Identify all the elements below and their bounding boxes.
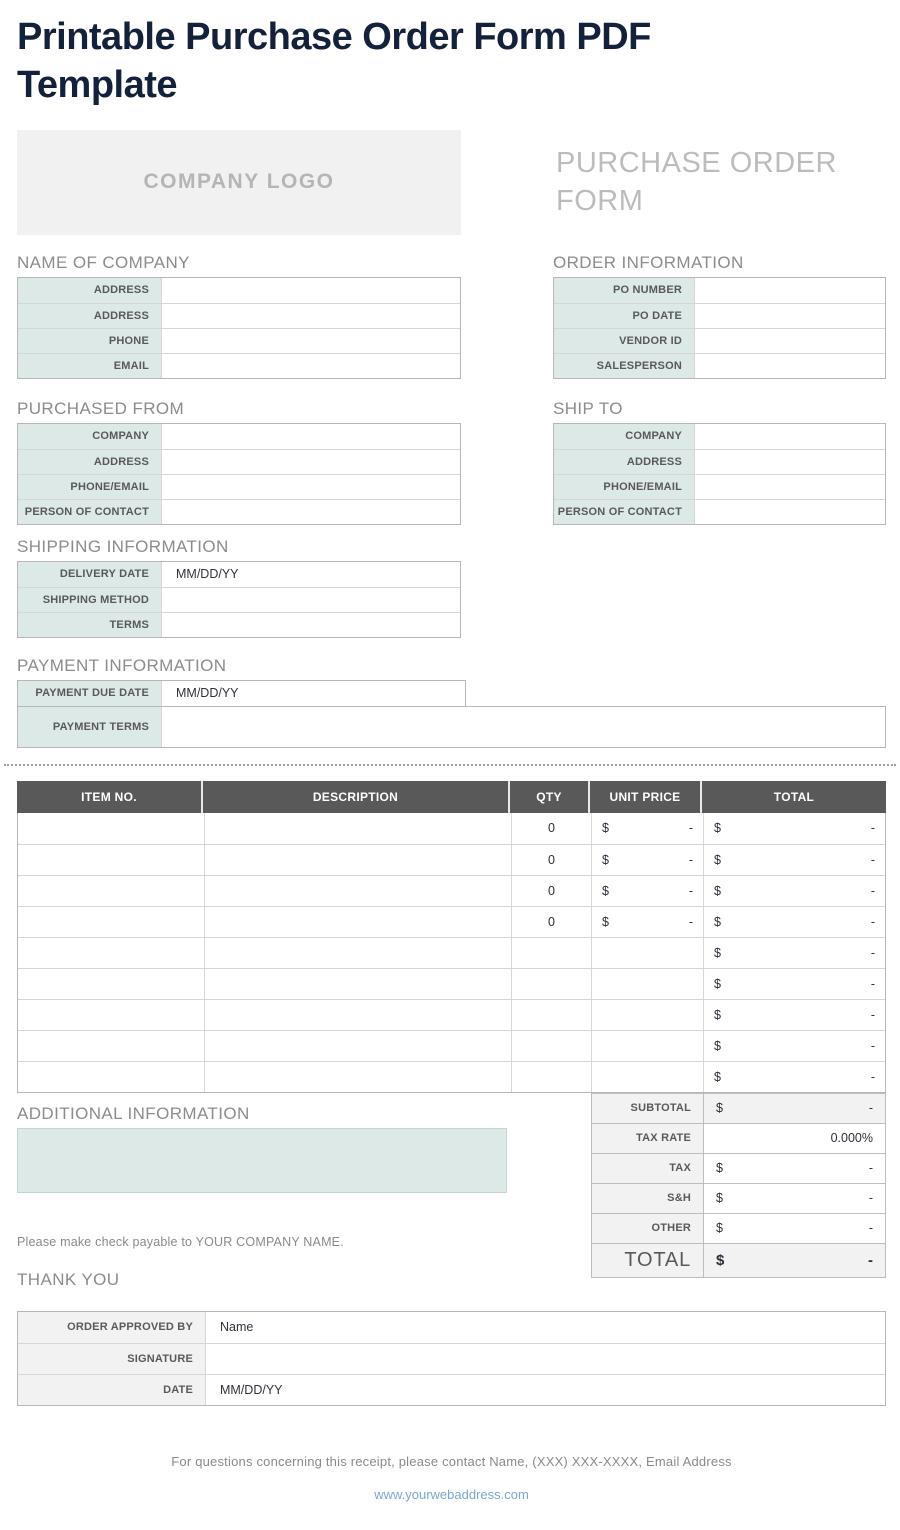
company-table xyxy=(17,277,461,379)
currency-symbol: $ xyxy=(714,1007,721,1022)
field-value-cell[interactable] xyxy=(694,329,885,353)
item-no-cell[interactable] xyxy=(18,1031,204,1061)
field-row xyxy=(18,499,460,524)
field-label: PHONE xyxy=(18,329,161,353)
item-row xyxy=(18,968,885,999)
grand-total-label: TOTAL xyxy=(592,1244,704,1277)
section-heading: ORDER INFORMATION xyxy=(553,252,744,272)
totals-label: TAX xyxy=(592,1154,704,1183)
qty-cell[interactable]: 0 xyxy=(511,813,591,844)
currency-symbol: $ xyxy=(714,852,721,867)
field-row xyxy=(554,474,885,499)
currency-symbol: $ xyxy=(716,1221,723,1236)
total-value: - xyxy=(870,883,875,898)
field-value-cell[interactable] xyxy=(161,588,460,612)
description-cell[interactable] xyxy=(204,969,511,999)
field-value-cell[interactable]: MM/DD/YY xyxy=(161,681,465,706)
unit-price-cell[interactable] xyxy=(591,813,703,844)
item-no-cell[interactable] xyxy=(18,876,204,906)
payment-due-date-row xyxy=(17,680,466,707)
column-header-unit-price: UNIT PRICE xyxy=(590,781,702,813)
currency-symbol: $ xyxy=(602,852,609,867)
currency-symbol: $ xyxy=(716,1191,723,1206)
sh-amount: - xyxy=(868,1191,873,1206)
qty-cell[interactable]: 0 xyxy=(511,907,591,937)
item-no-cell[interactable] xyxy=(18,1062,204,1092)
other-value-cell[interactable] xyxy=(704,1214,885,1243)
currency-symbol: $ xyxy=(714,945,721,960)
company-logo-placeholder xyxy=(17,130,461,235)
item-no-cell[interactable] xyxy=(18,969,204,999)
field-label: PO DATE xyxy=(554,304,694,328)
unit-price-value: - xyxy=(688,914,693,929)
field-label: DELIVERY DATE xyxy=(18,562,161,587)
total-value: - xyxy=(870,1069,875,1084)
section-heading: SHIP TO xyxy=(553,398,623,418)
item-row xyxy=(18,844,885,875)
other-row xyxy=(591,1213,886,1244)
bottom-section xyxy=(17,1093,886,1290)
description-cell[interactable] xyxy=(204,938,511,968)
field-value-cell[interactable] xyxy=(161,450,460,474)
unit-price-value: - xyxy=(688,852,693,867)
grand-total-row xyxy=(591,1243,886,1278)
qty-cell[interactable]: 0 xyxy=(511,845,591,875)
total-cell[interactable] xyxy=(703,876,885,906)
tax-rate-amount: 0.000% xyxy=(830,1131,873,1146)
field-value-cell[interactable] xyxy=(161,304,460,328)
field-label: PO NUMBER xyxy=(554,278,694,303)
tax-rate-row xyxy=(591,1123,886,1154)
item-no-cell[interactable] xyxy=(18,845,204,875)
field-row xyxy=(18,474,460,499)
field-row xyxy=(18,1312,885,1343)
unit-price-cell[interactable] xyxy=(591,1000,703,1030)
item-row xyxy=(18,906,885,937)
currency-symbol: $ xyxy=(714,821,721,836)
field-label: VENDOR ID xyxy=(554,329,694,353)
field-label: DATE xyxy=(18,1375,205,1405)
section-ship-to xyxy=(553,399,886,525)
field-row xyxy=(554,328,885,353)
section-heading: SHIPPING INFORMATION xyxy=(17,536,229,556)
field-label: PERSON OF CONTACT xyxy=(554,500,694,524)
field-value-cell[interactable] xyxy=(161,329,460,353)
field-label: ADDRESS xyxy=(18,450,161,474)
field-row xyxy=(18,1343,885,1374)
field-label: COMPANY xyxy=(18,424,161,449)
other-amount: - xyxy=(868,1221,873,1236)
currency-symbol: $ xyxy=(716,1101,723,1116)
grand-total-value-cell xyxy=(704,1244,885,1277)
field-value-cell[interactable]: MM/DD/YY xyxy=(205,1375,885,1405)
item-no-cell[interactable] xyxy=(18,938,204,968)
field-label: SALESPERSON xyxy=(554,354,694,378)
total-value: - xyxy=(870,852,875,867)
field-value-cell[interactable]: Name xyxy=(205,1312,885,1343)
field-value-cell[interactable] xyxy=(161,278,460,303)
field-value-cell[interactable] xyxy=(161,475,460,499)
purchased-from-table xyxy=(17,423,461,525)
field-row xyxy=(554,424,885,449)
subtotal-row xyxy=(591,1093,886,1124)
column-header-total: TOTAL xyxy=(773,789,815,804)
unit-price-cell[interactable] xyxy=(591,1062,703,1092)
field-row xyxy=(18,681,465,706)
field-label: PHONE/EMAIL xyxy=(18,475,161,499)
website-link[interactable]: www.yourwebaddress.com xyxy=(374,1486,529,1502)
section-order-information xyxy=(553,253,886,379)
document-footer xyxy=(17,1454,886,1504)
page-title: Printable Purchase Order Form PDF Template xyxy=(17,16,651,106)
total-value: - xyxy=(870,1007,875,1022)
description-cell[interactable] xyxy=(204,1031,511,1061)
totals-label: TAX RATE xyxy=(592,1124,704,1153)
unit-price-cell[interactable] xyxy=(591,907,703,937)
item-row xyxy=(18,813,885,844)
field-value-cell[interactable] xyxy=(694,424,885,449)
column-header-qty: QTY xyxy=(510,781,590,813)
qty-cell[interactable] xyxy=(511,1031,591,1061)
totals-block xyxy=(591,1093,886,1278)
currency-symbol: $ xyxy=(714,914,721,929)
tax-rate-value-cell[interactable] xyxy=(704,1124,885,1153)
column-header-item-no: ITEM NO. xyxy=(17,781,203,813)
section-heading: NAME OF COMPANY xyxy=(17,252,190,272)
approval-table xyxy=(17,1311,886,1406)
item-row xyxy=(18,1061,885,1092)
description-cell[interactable] xyxy=(204,876,511,906)
currency-symbol: $ xyxy=(602,914,609,929)
section-heading: ADDITIONAL INFORMATION xyxy=(17,1103,250,1123)
field-label: ADDRESS xyxy=(18,304,161,328)
item-no-cell[interactable] xyxy=(18,1000,204,1030)
unit-price-cell[interactable] xyxy=(591,845,703,875)
total-cell[interactable] xyxy=(703,813,885,844)
field-row xyxy=(18,612,460,637)
total-cell[interactable] xyxy=(703,1031,885,1061)
field-row xyxy=(18,707,885,747)
description-cell[interactable] xyxy=(204,1062,511,1092)
shipping-info-table xyxy=(17,561,461,638)
subtotal-value-cell[interactable] xyxy=(704,1094,885,1123)
field-value-cell[interactable] xyxy=(161,613,460,637)
field-label: ADDRESS xyxy=(554,450,694,474)
total-cell[interactable] xyxy=(703,969,885,999)
field-row xyxy=(18,587,460,612)
qty-cell[interactable]: 0 xyxy=(511,876,591,906)
field-row xyxy=(18,303,460,328)
field-value-cell[interactable] xyxy=(694,475,885,499)
field-value-cell[interactable] xyxy=(694,278,885,303)
totals-label: SUBTOTAL xyxy=(592,1094,704,1123)
unit-price-value: - xyxy=(688,821,693,836)
section-name-of-company xyxy=(17,253,461,379)
description-cell[interactable] xyxy=(204,845,511,875)
field-value-cell[interactable] xyxy=(161,354,460,378)
ship-to-table xyxy=(553,423,886,525)
item-row xyxy=(18,999,885,1030)
section-heading: PAYMENT INFORMATION xyxy=(17,655,227,675)
field-label: SIGNATURE xyxy=(18,1344,205,1374)
tax-amount: - xyxy=(868,1161,873,1176)
column-header-description: DESCRIPTION xyxy=(203,781,510,813)
additional-info-section xyxy=(17,1104,507,1290)
section-purchased-from xyxy=(17,399,461,525)
unit-price-cell[interactable] xyxy=(591,938,703,968)
qty-cell[interactable] xyxy=(511,969,591,999)
total-cell[interactable] xyxy=(703,1000,885,1030)
totals-label: S&H xyxy=(592,1184,704,1213)
company-logo-text: COMPANY LOGO xyxy=(143,170,335,194)
field-row xyxy=(18,562,460,587)
tax-value-cell[interactable] xyxy=(704,1154,885,1183)
field-label: TERMS xyxy=(18,613,161,637)
subtotal-amount: - xyxy=(868,1101,873,1116)
currency-symbol: $ xyxy=(714,1038,721,1053)
document-header xyxy=(17,130,886,235)
field-row xyxy=(554,303,885,328)
currency-symbol: $ xyxy=(716,1161,723,1176)
items-table-header xyxy=(17,781,886,813)
qty-cell[interactable] xyxy=(511,1000,591,1030)
section-payment-information xyxy=(17,656,886,748)
unit-price-cell[interactable] xyxy=(591,1031,703,1061)
total-value: - xyxy=(870,821,875,836)
thank-you-text: THANK YOU xyxy=(17,1269,120,1289)
field-row xyxy=(18,278,460,303)
field-row xyxy=(18,424,460,449)
additional-info-box[interactable] xyxy=(17,1128,507,1193)
info-sections-grid xyxy=(17,253,886,525)
check-payable-note: Please make check payable to YOUR COMPANY NAME. xyxy=(17,1234,344,1249)
item-row xyxy=(18,875,885,906)
field-row xyxy=(18,1374,885,1405)
total-value: - xyxy=(870,1038,875,1053)
item-row xyxy=(18,1030,885,1061)
qty-cell[interactable] xyxy=(511,1062,591,1092)
items-table-body xyxy=(17,813,886,1093)
dotted-divider xyxy=(4,764,896,766)
field-label: ADDRESS xyxy=(18,278,161,303)
field-row xyxy=(554,353,885,378)
unit-price-cell[interactable] xyxy=(591,876,703,906)
field-label: PAYMENT DUE DATE xyxy=(18,681,161,706)
currency-symbol: $ xyxy=(714,883,721,898)
total-cell[interactable] xyxy=(703,938,885,968)
field-value-cell[interactable] xyxy=(161,707,885,747)
field-row xyxy=(554,449,885,474)
sh-row xyxy=(591,1183,886,1214)
description-cell[interactable] xyxy=(204,907,511,937)
item-no-cell[interactable] xyxy=(18,813,204,844)
currency-symbol: $ xyxy=(602,883,609,898)
total-cell[interactable] xyxy=(703,1062,885,1092)
total-cell[interactable] xyxy=(703,907,885,937)
field-label: COMPANY xyxy=(554,424,694,449)
field-value-cell[interactable] xyxy=(694,304,885,328)
field-label: PERSON OF CONTACT xyxy=(18,500,161,524)
sh-value-cell[interactable] xyxy=(704,1184,885,1213)
payment-terms-row xyxy=(17,706,886,748)
total-value: - xyxy=(870,914,875,929)
field-row xyxy=(18,353,460,378)
total-value: - xyxy=(870,945,875,960)
field-value-cell[interactable]: MM/DD/YY xyxy=(161,562,460,587)
contact-line: For questions concerning this receipt, please contact Name, (XXX) XXX-XXXX, Email Address xyxy=(171,1453,732,1469)
grand-total-amount: - xyxy=(868,1251,873,1269)
field-value-cell[interactable] xyxy=(161,500,460,524)
field-label: PHONE/EMAIL xyxy=(554,475,694,499)
field-row xyxy=(554,499,885,524)
field-value-cell[interactable] xyxy=(205,1344,885,1374)
currency-symbol: $ xyxy=(602,821,609,836)
unit-price-cell[interactable] xyxy=(591,969,703,999)
total-value: - xyxy=(870,976,875,991)
currency-symbol: $ xyxy=(714,976,721,991)
field-value-cell[interactable] xyxy=(694,450,885,474)
field-value-cell[interactable] xyxy=(694,354,885,378)
item-row xyxy=(18,937,885,968)
field-value-cell[interactable] xyxy=(694,500,885,524)
item-no-cell[interactable] xyxy=(18,907,204,937)
form-title: PURCHASE ORDER FORM xyxy=(556,146,837,218)
total-cell[interactable] xyxy=(703,845,885,875)
field-row xyxy=(18,449,460,474)
field-label: ORDER APPROVED BY xyxy=(18,1312,205,1343)
totals-label: OTHER xyxy=(592,1214,704,1243)
field-label: EMAIL xyxy=(18,354,161,378)
currency-symbol: $ xyxy=(714,1069,721,1084)
qty-cell[interactable] xyxy=(511,938,591,968)
field-label: SHIPPING METHOD xyxy=(18,588,161,612)
description-cell[interactable] xyxy=(204,813,511,844)
field-label: PAYMENT TERMS xyxy=(18,707,161,747)
section-heading: PURCHASED FROM xyxy=(17,398,185,418)
section-shipping-information xyxy=(17,537,886,638)
tax-row xyxy=(591,1153,886,1184)
currency-symbol: $ xyxy=(716,1251,725,1269)
unit-price-value: - xyxy=(688,883,693,898)
description-cell[interactable] xyxy=(204,1000,511,1030)
order-info-table xyxy=(553,277,886,379)
field-row xyxy=(554,278,885,303)
field-value-cell[interactable] xyxy=(161,424,460,449)
field-row xyxy=(18,328,460,353)
